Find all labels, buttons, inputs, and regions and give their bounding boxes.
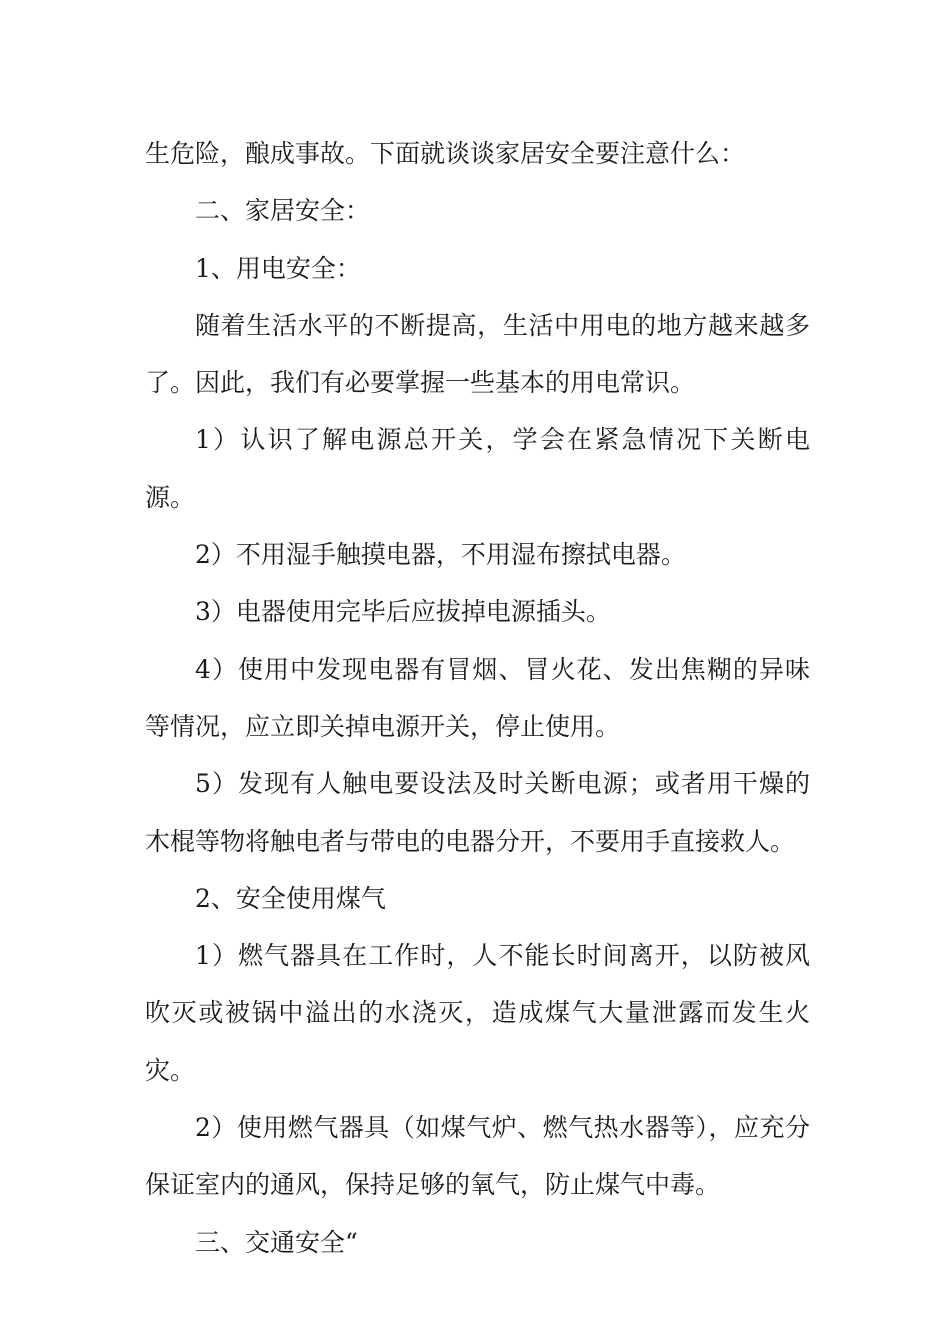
list-item-electricity-2: 2）不用湿手触摸电器，不用湿布擦拭电器。 <box>195 540 686 570</box>
heading-home-safety: 二、家居安全： <box>195 196 371 226</box>
document-body <box>145 125 810 1271</box>
list-item-electricity-5: 5）发现有人触电要设法及时关断电源；或者用干燥的木棍等物将触电者与带电的电器分开，不要用手直接救人。 <box>145 769 810 856</box>
list-item-electricity-1: 1）认识了解电源总开关，学会在紧急情况下关断电源。 <box>145 425 810 512</box>
paragraph-continuation: 生危险，酿成事故。下面就谈谈家居安全要注意什么： <box>145 139 746 168</box>
heading-gas-safety: 2、安全使用煤气 <box>195 883 386 913</box>
list-item-electricity-3: 3）电器使用完毕后应拔掉电源插头。 <box>195 597 611 627</box>
list-item-electricity-4: 4）使用中发现电器有冒烟、冒火花、发出焦糊的异味等情况，应立即关掉电源开关，停止使用。 <box>145 654 810 741</box>
list-item-gas-2: 2）使用燃气器具（如煤气炉、燃气热水器等），应充分保证室内的通风，保持足够的氧气，防止煤气中毒。 <box>145 1113 810 1200</box>
list-item-gas-1: 1）燃气器具在工作时，人不能长时间离开，以防被风吹灭或被锅中溢出的水浇灭，造成煤气大量泄露而发生火灾。 <box>145 941 810 1085</box>
heading-electricity-safety: 1、用电安全： <box>195 253 361 283</box>
heading-traffic-safety: 三、交通安全“ <box>195 1227 358 1257</box>
paragraph-electricity-intro: 随着生活水平的不断提高，生活中用电的地方越来越多了。因此，我们有必要掌握一些基本的用电常识。 <box>145 310 810 398</box>
